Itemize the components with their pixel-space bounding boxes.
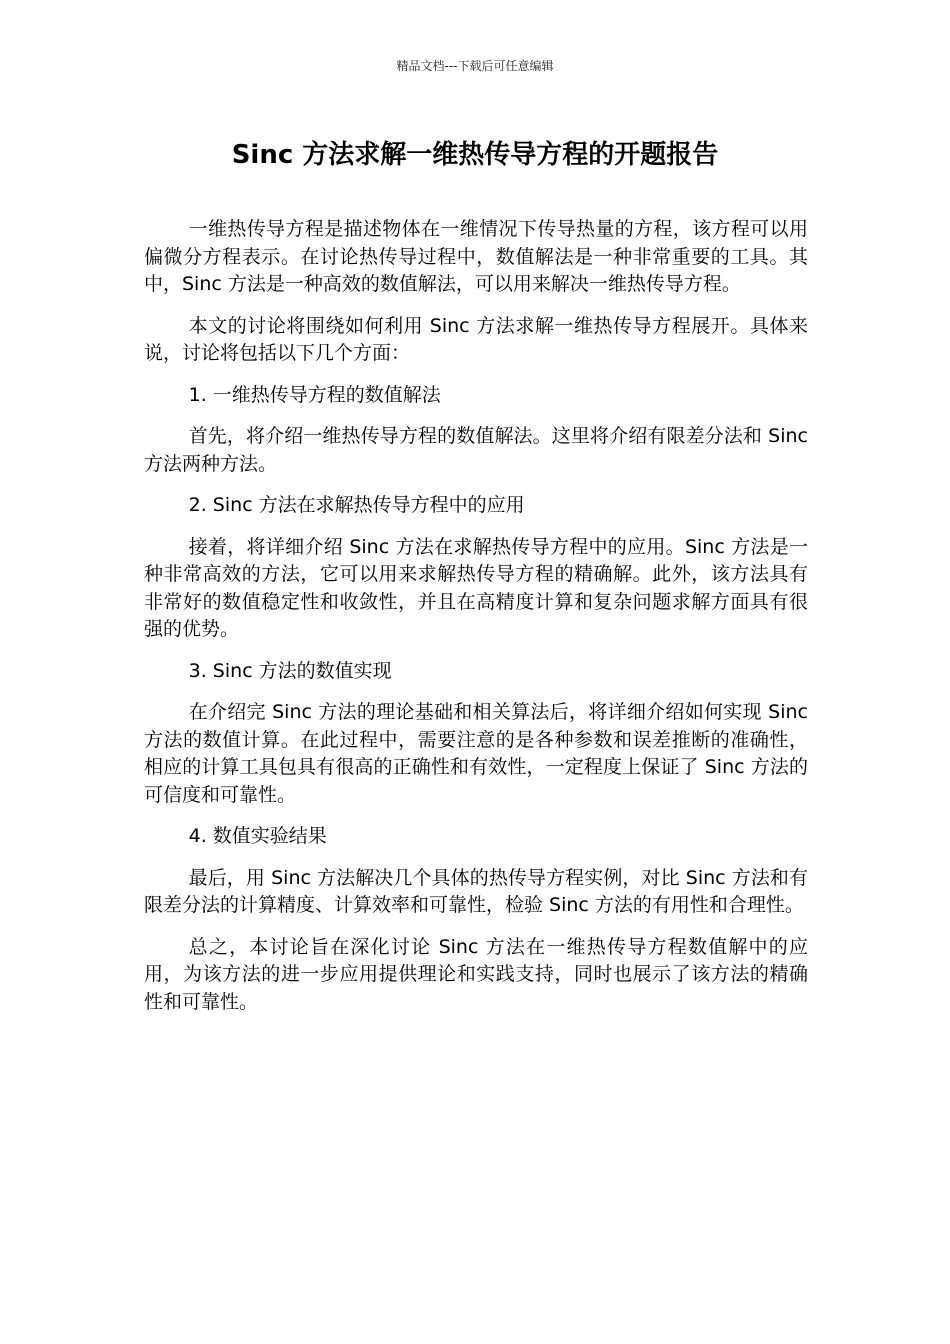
document-title: Sinc 方法求解一维热传导方程的开题报告: [231, 140, 719, 170]
header-note: 精品文档---下载后可任意编辑: [396, 59, 554, 73]
document-body: [144, 216, 808, 1030]
paragraph-section-3: 在介绍完 Sinc 方法的理论基础和相关算法后，将详细介绍如何实现 Sinc 方法的数值计算。在此过程中，需要注意的是各种参数和误差推断的准确性，相应的计算工具包具有很高的正确性和有效性，一定程度上保证了 Sinc 方法的可信度和可靠性。: [144, 701, 808, 806]
paragraph-conclusion: 总之，本讨论旨在深化讨论 Sinc 方法在一维热传导方程数值解中的应用，为该方法的进一步应用提供理论和实践支持，同时也展示了该方法的精确性和可靠性。: [144, 935, 808, 1013]
paragraph-section-1: 首先，将介绍一维热传导方程的数值解法。这里将介绍有限差分法和 Sinc 方法两种方法。: [144, 425, 808, 475]
section-heading-3: 3. Sinc 方法的数值实现: [188, 659, 392, 682]
paragraph-intro: 一维热传导方程是描述物体在一维情况下传导热量的方程，该方程可以用偏微分方程表示。在讨论热传导过程中，数值解法是一种非常重要的工具。其中，Sinc 方法是一种高效的数值解法，可以用来解决一维热传导方程。: [144, 218, 808, 295]
section-heading-2: 2. Sinc 方法在求解热传导方程中的应用: [188, 494, 525, 516]
paragraph-section-2: 接着，将详细介绍 Sinc 方法在求解热传导方程中的应用。Sinc 方法是一种非常高效的方法，它可以用来求解热传导方程的精确解。此外，该方法具有非常好的数值稳定性和收敛性，并且在高精度计算和复杂问题求解方面具有很强的优势。: [144, 535, 808, 640]
paragraph-scope: 本文的讨论将围绕如何利用 Sinc 方法求解一维热传导方程展开。具体来说，讨论将包括以下几个方面：: [144, 314, 808, 364]
section-heading-4: 4. 数值实验结果: [188, 825, 327, 847]
section-heading-1: 1. 一维热传导方程的数值解法: [188, 383, 441, 406]
paragraph-section-4: 最后，用 Sinc 方法解决几个具体的热传导方程实例，对比 Sinc 方法和有限差分法的计算精度、计算效率和可靠性，检验 Sinc 方法的有用性和合理性。: [144, 866, 808, 916]
